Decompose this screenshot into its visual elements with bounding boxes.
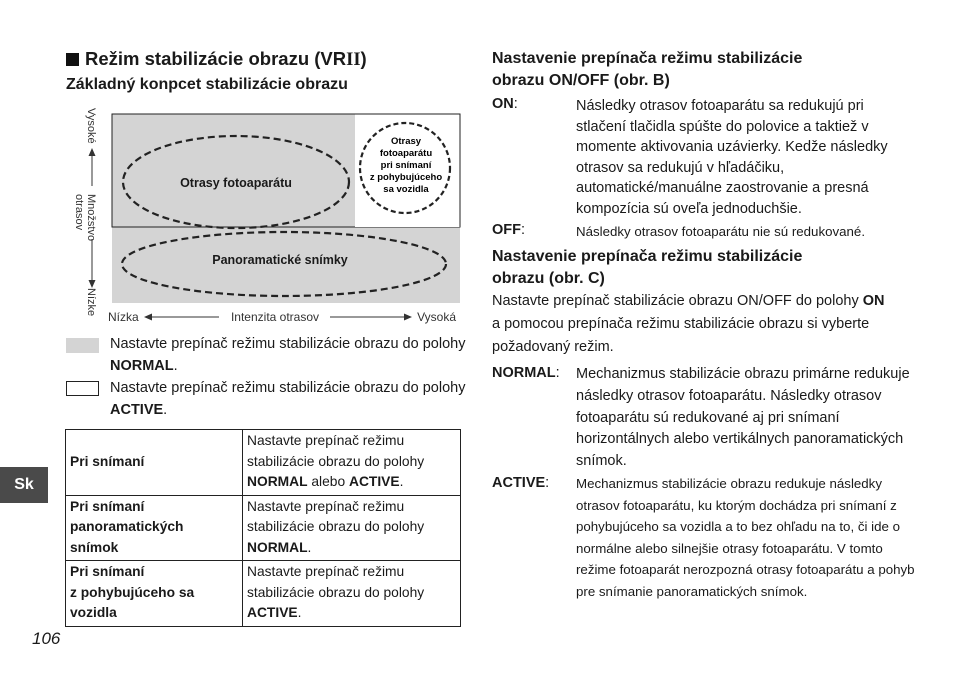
- term-normal: NORMAL:: [492, 365, 560, 381]
- table-key: Pri snímaní z pohybujúceho sa vozidla: [66, 561, 243, 627]
- heading-on-off: Nastavenie prepínača režimu stabilizácie obrazu ON/OFF (obr. B): [492, 50, 803, 89]
- section-title: Režim stabilizácie obrazu (VRII): [66, 48, 367, 71]
- language-tab: Sk: [0, 467, 48, 503]
- vehicle-label-4: z pohybujúceho: [369, 172, 443, 183]
- table-value: Nastavte prepínač režimu stabilizácie obrazu do polohy NORMAL.: [243, 495, 461, 561]
- subsection-title: Základný konpcet stabilizácie obrazu: [66, 76, 348, 93]
- vehicle-label-2: fotoaparátu: [379, 148, 433, 159]
- def-active: Mechanizmus stabilizácie obrazu redukuje následky otrasov fotoaparátu, ku ktorým dochádza pri snímaní z pohybujúceho sa vozidla a to bez ohľadu na to, či ide o normálne alebo silnejšie otrasy fotoaparátu. V tomto režime fotoaparát nerozpozná otrasy fotoaparátu a pohyb pre snímanie panoramatických snímok.: [576, 476, 915, 599]
- table-row: [66, 561, 461, 627]
- vehicle-label-5: sa vozidla: [383, 184, 429, 195]
- heading-mode: Nastavenie prepínača režimu stabilizácie obrazu (obr. C): [492, 248, 803, 287]
- vehicle-label-1: Otrasy: [390, 136, 422, 147]
- normal-swatch: [66, 338, 99, 353]
- table-value: Nastavte prepínač režimu stabilizácie obrazu do polohy NORMAL alebo ACTIVE.: [243, 430, 461, 496]
- def-on: Následky otrasov fotoaparátu sa redukujú pri stlačení tlačidla spúšte do polovice a taktiež v momente aktivovania uzávierky. Kedže následky otrasov sa redukujú v hľadáčiku, automatické/manuálne zaostrovanie a presná kompozícia sú oveľa jednoduchšie.: [576, 98, 888, 217]
- stabilization-diagram: [64, 104, 464, 330]
- y-axis-low-label: Nízke: [85, 288, 97, 317]
- x-axis-low-label: Nízka: [108, 310, 139, 324]
- table-row: [66, 430, 461, 496]
- def-off: Následky otrasov fotoaparátu nie sú redukované.: [576, 224, 866, 239]
- table-value: Nastavte prepínač režimu stabilizácie obrazu do polohy ACTIVE.: [243, 561, 461, 627]
- mode-table: [65, 429, 461, 627]
- page-number: 106: [32, 629, 61, 648]
- x-axis-label: Intenzita otrasov: [230, 310, 320, 324]
- x-axis-high-label: Vysoká: [417, 310, 456, 324]
- def-normal: Mechanizmus stabilizácie obrazu primárne redukuje následky otrasov fotoaparátu. Následky otrasov fotoaparátu sú redukované aj pri snímaní horizontálnych alebo vertikálnych panoramatických snímok.: [576, 366, 910, 470]
- x-axis-arrow-left-icon: [144, 314, 152, 321]
- y-axis-high-label: Vysoké: [85, 108, 97, 144]
- panoramic-label: Panoramatické snímky: [212, 253, 348, 267]
- mode-paragraph: Nastavte prepínač stabilizácie obrazu ON/OFF do polohy ON a pomocou prepínača režimu stabilizácie obrazu si vyberte požadovaný režim.: [492, 293, 885, 355]
- table-row: [66, 495, 461, 561]
- active-swatch: [66, 381, 99, 396]
- y-axis-amount-label-2: otrasov: [73, 194, 85, 231]
- y-axis-amount-label: Množstvo: [85, 194, 97, 242]
- bullet-square-icon: [66, 53, 79, 66]
- y-axis-arrow-down-icon: [89, 280, 96, 288]
- term-off: OFF:: [492, 222, 526, 238]
- y-axis-arrow-up-icon: [89, 148, 96, 156]
- x-axis-arrow-right-icon: [404, 314, 412, 321]
- legend-normal: Nastavte prepínač režimu stabilizácie obrazu do polohy NORMAL.: [110, 336, 466, 374]
- term-active: ACTIVE:: [492, 475, 550, 491]
- table-key: Pri snímaní panoramatických snímok: [66, 495, 243, 561]
- legend-active: Nastavte prepínač režimu stabilizácie obrazu do polohy ACTIVE.: [110, 380, 466, 418]
- vehicle-label-3: pri snímaní: [380, 160, 432, 171]
- table-key: Pri snímaní: [66, 430, 243, 496]
- term-on: ON:: [492, 96, 518, 112]
- camera-shake-label: Otrasy fotoaparátu: [180, 176, 292, 190]
